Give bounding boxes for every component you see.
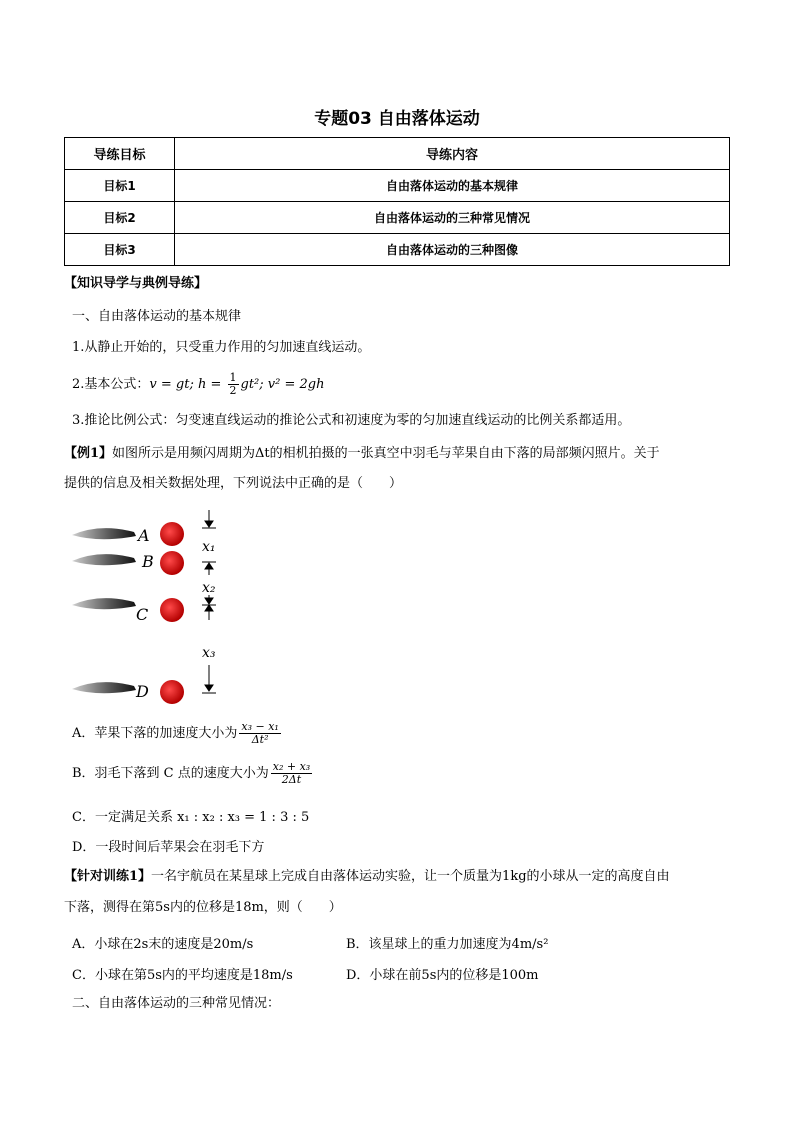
table-cell-content: 自由落体运动的三种常见情况: [175, 202, 730, 234]
table-row: [65, 202, 730, 234]
label-x2: x₂: [202, 580, 216, 596]
label-x1: x₁: [202, 539, 216, 555]
fraction-denominator: 2: [229, 384, 237, 397]
falling-feather-apple-figure: [72, 505, 232, 705]
training1-line2: 下落，测得在第5s内的位移是18m，则（ ）: [64, 900, 342, 915]
formula-part-b: gt²; v² = 2gh: [240, 377, 325, 392]
example1-line1: [64, 446, 660, 462]
fraction-denominator: Δt²: [251, 733, 269, 746]
goals-table: [64, 137, 730, 266]
table-cell-goal: 目标1: [65, 170, 175, 202]
apple-icon: [160, 598, 184, 622]
feather-icon: [72, 554, 136, 565]
feather-icon: [72, 598, 136, 609]
apple-icon: [160, 522, 184, 546]
table-header-goal: 导练目标: [65, 138, 175, 170]
option-a-text: A．苹果下落的加速度大小为: [72, 726, 238, 741]
table-row: [65, 234, 730, 266]
option-b-text: B．羽毛下落到 C 点的速度大小为: [72, 766, 269, 781]
option-a-fraction: [239, 721, 280, 746]
formula-prefix: 2.基本公式：: [72, 377, 150, 392]
table-cell-content: 自由落体运动的基本规律: [175, 170, 730, 202]
table-header-row: [65, 138, 730, 170]
training1-option-a: A．小球在2s末的速度是20m/s: [72, 937, 254, 952]
row-c: [72, 598, 184, 624]
row-b: [72, 551, 184, 575]
table-cell-goal: 目标2: [65, 202, 175, 234]
fraction-numerator: x₂ + x₃: [272, 760, 311, 773]
label-c: C: [136, 605, 149, 624]
option-b-fraction: [271, 761, 312, 786]
label-a: A: [138, 526, 150, 545]
table-cell-goal: 目标3: [65, 234, 175, 266]
formula-part-a: v = gt; h =: [149, 377, 226, 392]
table-cell-content: 自由落体运动的三种图像: [175, 234, 730, 266]
fraction-denominator: 2Δt: [281, 773, 302, 786]
training1-option-c: C．小球在第5s内的平均速度是18m/s: [72, 968, 293, 983]
example1-tag: 【例1】: [64, 446, 113, 461]
section1-p1: 1.从静止开始的，只受重力作用的匀加速直线运动。: [72, 340, 371, 355]
table-header-content: 导练内容: [175, 138, 730, 170]
example1-text1: 如图所示是用频闪周期为Δt的相机拍摄的一张真空中羽毛与苹果自由下落的局部频闪照片。关于: [112, 446, 660, 461]
label-b: B: [142, 552, 154, 571]
table-row: [65, 170, 730, 202]
example1-option-d: D．一段时间后苹果会在羽毛下方: [72, 840, 265, 855]
apple-icon: [160, 680, 184, 704]
apple-icon: [160, 551, 184, 575]
training1-text1: 一名宇航员在某星球上完成自由落体运动实验，让一个质量为1kg的小球从一定的高度自由: [151, 869, 670, 884]
section2-title: 二、自由落体运动的三种常见情况：: [72, 996, 281, 1011]
row-a: [72, 522, 184, 546]
section1-p2: [72, 370, 324, 400]
fraction-numerator: x₃ − x₁: [241, 720, 279, 733]
feather-icon: [72, 528, 136, 539]
feather-icon: [72, 682, 136, 693]
label-d: D: [136, 682, 149, 701]
page-title: 专题03 自由落体运动: [314, 109, 480, 129]
example1-line2: 提供的信息及相关数据处理，下列说法中正确的是（ ）: [64, 476, 403, 491]
training1-line1: [64, 869, 670, 885]
row-d: [72, 680, 184, 704]
example1-option-c: C．一定满足关系 x₁ : x₂ : x₃ = 1 : 3 : 5: [72, 810, 310, 825]
training1-option-d: D．小球在前5s内的位移是100m: [346, 968, 539, 983]
training1-tag: 【针对训练1】: [64, 869, 152, 884]
example1-option-a: [72, 720, 283, 748]
section1-title: 一、自由落体运动的基本规律: [72, 309, 242, 324]
distance-markers: [202, 510, 216, 693]
section-header: 【知识导学与典例导练】: [64, 276, 208, 291]
section1-p3: 3.推论比例公式：匀变速直线运动的推论公式和初速度为零的匀加速直线运动的比例关系都适用。: [72, 413, 631, 428]
formula-fraction: [228, 372, 239, 397]
fraction-numerator: 1: [229, 371, 237, 384]
training1-option-b: B．该星球上的重力加速度为4m/s²: [346, 937, 549, 952]
example1-option-b: [72, 760, 314, 788]
label-x3: x₃: [202, 645, 216, 661]
